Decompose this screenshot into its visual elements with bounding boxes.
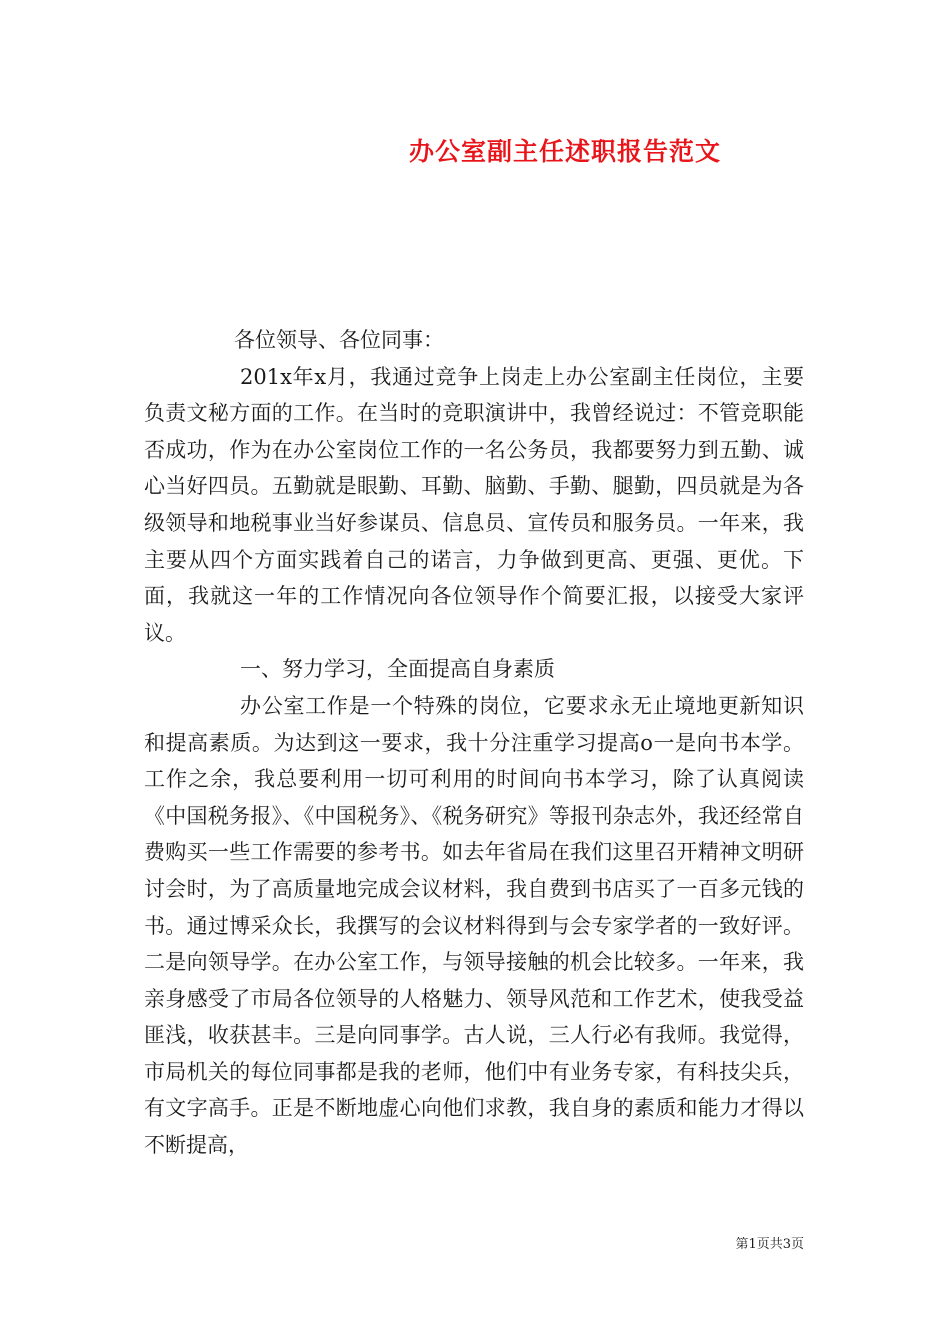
section-heading-1: 一、努力学习，全面提高自身素质 [240,657,555,682]
document-title: 办公室副主任述职报告范文 [408,137,721,166]
paragraph-study: 办公室工作是一个特殊的岗位，它要求永无止境地更新知识和提高素质。为达到这一要求，我十分注重学习提高o一是向书本学。工作之余，我总要利用一切可利用的时间向书本学习，除了认真阅读《中国税务报》、《中国税务》、《税务研究》等报刊杂志外，我还经常自费购买一些工作需要的参考书。如去年省局在我们这里召开精神文明研讨会时，为了高质量地完成会议材料，我自费到书店买了一百多元钱的书。通过博采众长，我撰写的会议材料得到与会专家学者的一致好评。二是向领导学。在办公室工作，与领导接触的机会比较多。一年来，我亲身感受了市局各位领导的人格魅力、领导风范和工作艺术，使我受益匪浅，收获甚丰。三是向同事学。古人说，三人行必有我师。我觉得，市局机关的每位同事都是我的老师，他们中有业务专家，有科技尖兵，有文字高手。正是不断地虚心向他们求教，我自身的素质和能力才得以不断提高， [144,693,804,1158]
page-number: 第1页共3页 [735,1237,804,1252]
document-body [144,322,804,1164]
salutation: 各位领导、各位同事： [234,328,444,352]
paragraph-intro: 201x年x月，我通过竞争上岗走上办公室副主任岗位，主要负责文秘方面的工作。在当时的竞职演讲中，我曾经说过：不管竞职能否成功，作为在办公室岗位工作的一名公务员，我都要努力到五勤、诚心当好四员。五勤就是眼勤、耳勤、脑勤、手勤、腿勤，四员就是为各级领导和地税事业当好参谋员、信息员、宣传员和服务员。一年来，我主要从四个方面实践着自己的诺言，力争做到更高、更强、更优。下面，我就这一年的工作情况向各位领导作个简要汇报，以接受大家评议。 [144,364,804,645]
